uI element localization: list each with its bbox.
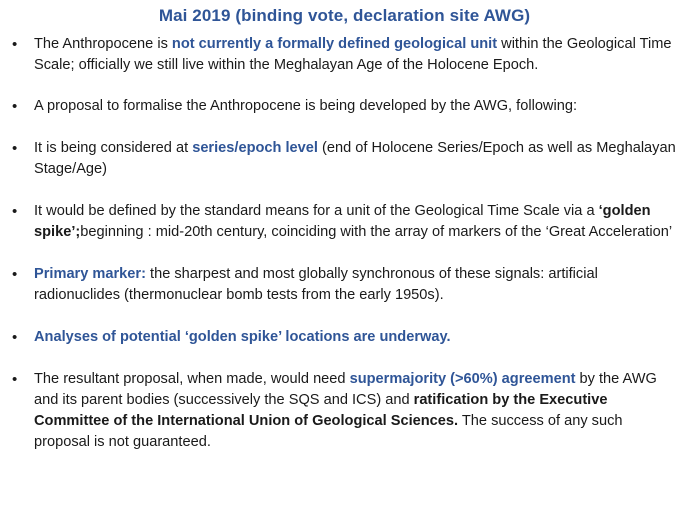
bullet-item [10, 201, 680, 243]
bullet-text: within the Geological Time Scale; officially we still live within the Meghalayan Age of the Holocene Epoch. [34, 36, 672, 73]
bullet-item [10, 138, 680, 180]
slide-title: Mai 2019 (binding vote, declaration site AWG) [158, 6, 531, 25]
bullet-highlight: series/epoch level [192, 140, 318, 156]
bullet-text: by the AWG and its parent bodies (successively the SQS and ICS) and [34, 371, 657, 408]
bullet-bold: ratification by the Executive Committee of the International Union of Geological Sciences. [34, 392, 608, 429]
bullet-text: It is being considered at [34, 140, 193, 156]
bullet-text: The success of any such proposal is not guaranteed. [34, 413, 623, 450]
bullet-text: (end of Holocene Series/Epoch as well as Meghalayan Stage/Age) [34, 140, 676, 177]
bullet-text: The Anthropocene is [34, 36, 172, 52]
bullet-list [10, 34, 680, 474]
bullet-item [10, 369, 680, 453]
bullet-text: A proposal to formalise the Anthropocene is being developed by the AWG, following: [34, 98, 578, 114]
bullet-text: It would be defined by the standard means for a unit of the Geological Time Scale via a [34, 203, 599, 219]
bullet-highlight: supermajority (>60%) agreement [349, 371, 576, 387]
bullet-item [10, 264, 680, 306]
bullet-highlight: Analyses of potential ‘golden spike’ locations are underway. [34, 329, 451, 345]
bullet-highlight: Primary marker: [34, 266, 146, 282]
bullet-text: The resultant proposal, when made, would need [34, 371, 350, 387]
bullet-highlight: not currently a formally defined geological unit [171, 36, 498, 52]
bullet-item [10, 96, 680, 117]
bullet-text: the sharpest and most globally synchronous of these signals: artificial radionuclides (thermonuclear bomb tests from the early 1950s). [34, 266, 598, 303]
bullet-text: beginning : mid-20th century, coinciding with the array of markers of the ‘Great Acceleration’ [80, 224, 673, 240]
bullet-item [10, 34, 680, 76]
bullet-item [10, 327, 680, 348]
bullet-bold: ‘golden spike’; [34, 203, 651, 240]
